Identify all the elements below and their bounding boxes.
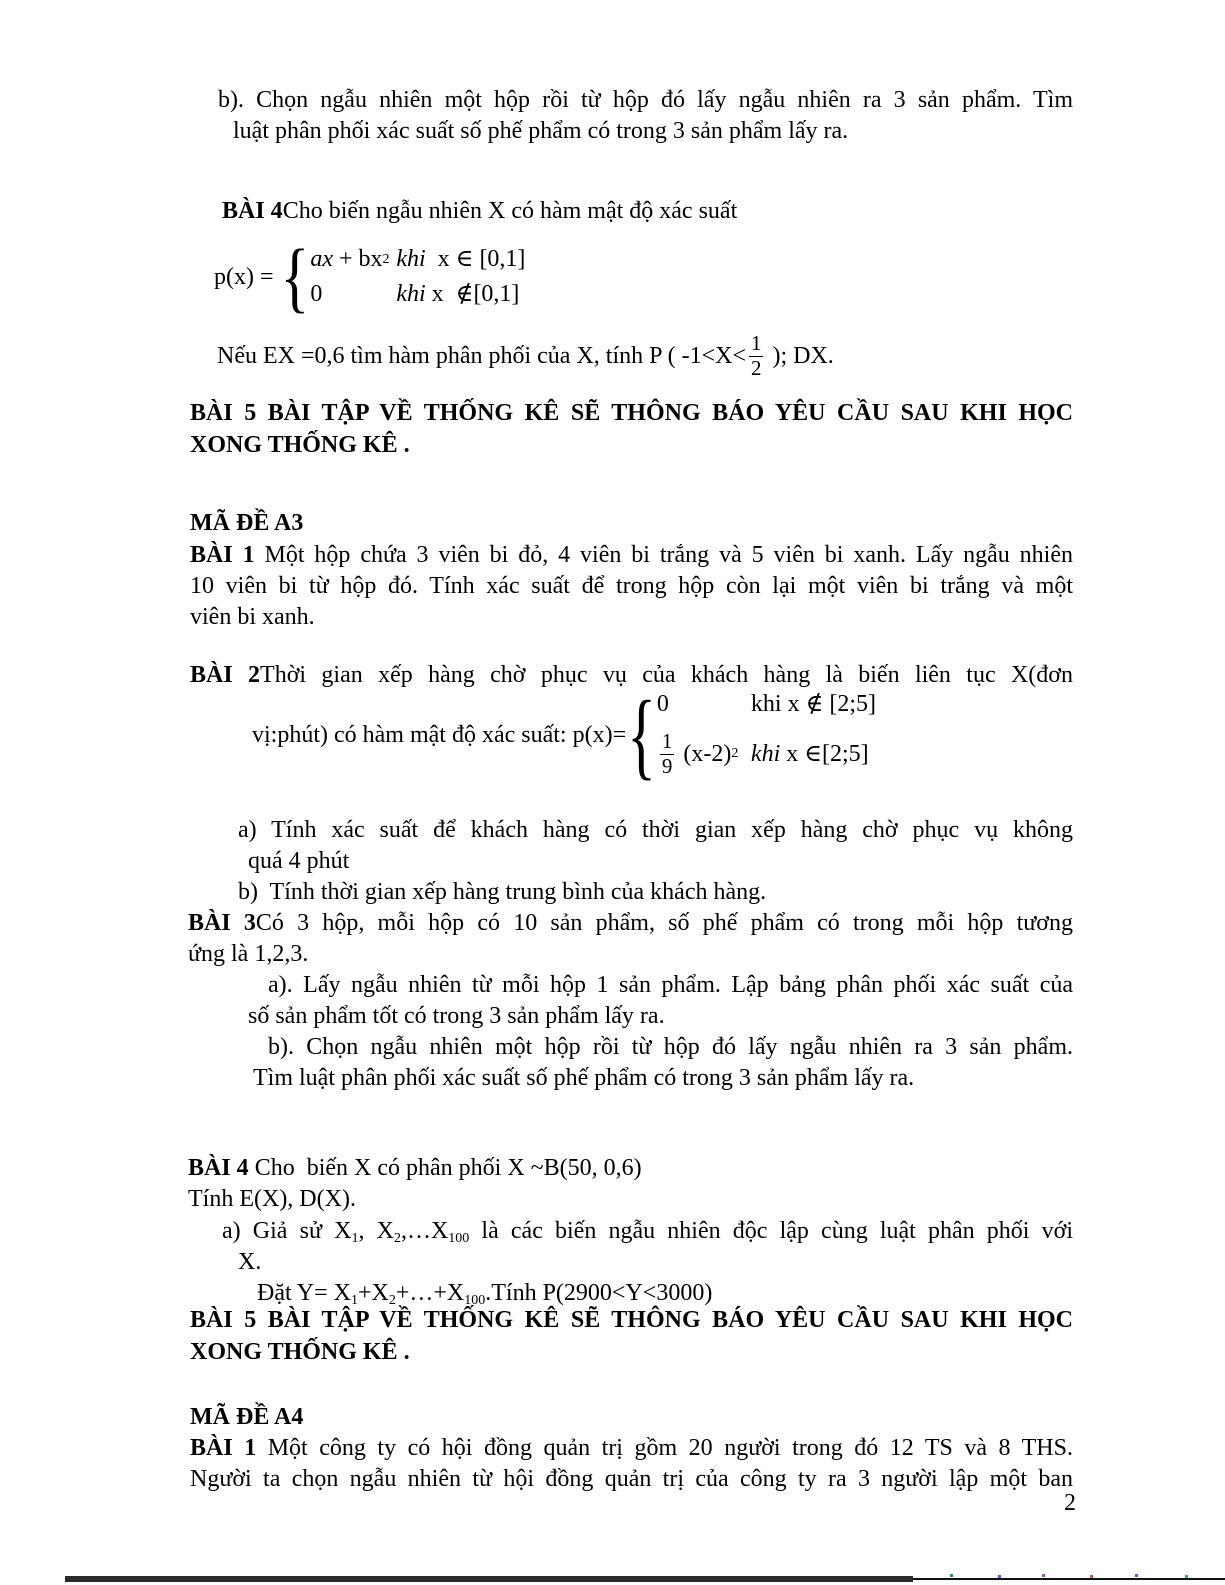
scan-noise-speck	[1090, 1575, 1093, 1578]
bai4-label: BÀI 4	[222, 198, 283, 224]
fraction-one-half: $\frac{1}{2}$	[750, 331, 762, 380]
formula2-row2: $\frac{1}{9}$ (x-2) 2 khi x ∈[2;5]	[661, 729, 869, 778]
heading-bai4-a2	[222, 196, 737, 227]
formula1-row1: ax + bx 2 khi x ∈ [0,1]	[310, 246, 526, 272]
a3-bai4-line2: Tính E(X), D(X).	[188, 1186, 356, 1212]
a3-bai4-item-a-line2: X.	[238, 1249, 262, 1275]
scan-noise-speck	[1042, 1574, 1045, 1577]
a3-bai1-line2: 10 viên bi từ hộp đó. Tính xác suất để trong hộp còn lại một viên bi trắng và một	[190, 573, 1073, 599]
scan-noise-speck	[1185, 1575, 1188, 1578]
a3-bai4-item-a: a) Giả sử $X_1$, $X_2,\dots X_{100}$ là các biến ngẫu nhiên độc lập cùng luật phân phối với	[222, 1218, 1073, 1246]
a3-bai2-item-b: b) Tính thời gian xếp hàng trung bình của khách hàng.	[238, 879, 767, 905]
a3-bai3-item-b-line1: b). Chọn ngẫu nhiên một hộp rồi từ hộp đó lấy ngẫu nhiên ra 3 sản phẩm.	[268, 1034, 1073, 1060]
scan-noise-speck	[950, 1574, 953, 1577]
bai4-intro: Cho biến ngẫu nhiên X có hàm mật độ xác suất	[282, 198, 738, 224]
a3-bai1-line1: BÀI 1 Một hộp chứa 3 viên bi đỏ, 4 viên bi trắng và 5 viên bi xanh. Lấy ngẫu nhiên	[190, 542, 1073, 568]
a3-bai3-item-a-line2: số sản phẩm tốt có trong 3 sản phẩm lấy ra.	[248, 1003, 665, 1029]
a3-bai2-line1: BÀI 2Thời gian xếp hàng chờ phục vụ của khách hàng là biến liên tục X(đơn	[190, 662, 1073, 688]
a3-bai2-label: BÀI 2	[190, 662, 261, 688]
heading-ma-de-a4: MÃ ĐỀ A4	[190, 1404, 304, 1430]
a3-bai4-dat-line: Đặt $Y= X_1+X_2+\dots+X_{100}.Tính$ P(2900<Y<3000)	[257, 1280, 713, 1308]
a3-bai3-line1: BÀI 3Có 3 hộp, mỗi hộp có 10 sản phẩm, số phế phẩm có trong mỗi hộp tương	[188, 910, 1073, 936]
formula2-cases	[657, 685, 876, 785]
scan-artifact-bar	[65, 1576, 913, 1582]
formula2-pre: vị:phút) có hàm mật độ xác suất: p(x)=	[252, 721, 627, 748]
scan-noise-speck	[998, 1575, 1001, 1578]
a4-bai1-line2: Người ta chọn ngẫu nhiên từ hội đồng quản trị của công ty ra 3 người lập một ban	[190, 1466, 1073, 1492]
left-brace-icon: {	[280, 234, 310, 320]
heading-bai5-a2-line2: XONG THỐNG KÊ .	[190, 432, 410, 458]
scan-noise-speck	[1135, 1574, 1138, 1577]
formula1-cases	[310, 242, 525, 312]
a3-bai3-item-b-line2: Tìm luật phân phối xác suất số phế phẩm có trong 3 sản phẩm lấy ra.	[253, 1065, 915, 1091]
a4-bai1-label: BÀI 1	[190, 1435, 257, 1461]
item-b-continuation-line2: luật phân phối xác suất số phế phẩm có trong 3 sản phẩm lấy ra.	[233, 118, 849, 144]
a3-bai3-item-a-line1: a). Lấy ngẫu nhiên từ mỗi hộp 1 sản phẩm. Lập bảng phân phối xác suất của	[268, 972, 1073, 998]
a3-bai4-label: BÀI 4	[188, 1155, 249, 1181]
heading-bai5-a2-line1: BÀI 5 BÀI TẬP VỀ THỐNG KÊ SẼ THÔNG BÁO YÊU CẦU SAU KHI HỌC	[190, 400, 1073, 426]
page-number: 2	[1064, 1490, 1076, 1516]
a3-bai1-line3: viên bi xanh.	[190, 604, 315, 630]
a4-bai1-line1: BÀI 1 Một công ty có hội đồng quản trị gồm 20 người trong đó 12 TS và 8 THS.	[190, 1435, 1073, 1461]
a3-bai1-label: BÀI 1	[190, 542, 255, 568]
fraction-one-ninth: $\frac{1}{9}$	[661, 729, 673, 778]
a3-bai3-line2: ứng là 1,2,3.	[188, 941, 309, 967]
a3-bai4-line1: BÀI 4 Cho biến X có phân phối X ~B(50, 0,6)	[188, 1155, 642, 1181]
a3-bai2-item-a-line2: quá 4 phút	[248, 848, 350, 874]
heading-bai5-a3-line2: XONG THỐNG KÊ .	[190, 1339, 410, 1365]
formula1-lhs: p(x) =	[214, 263, 280, 290]
scan-artifact-line	[913, 1578, 1225, 1580]
a3-bai2-formula-line	[252, 681, 877, 789]
left-brace-icon: {	[627, 681, 656, 789]
formula-density-1	[214, 236, 525, 318]
heading-bai5-a3-line1: BÀI 5 BÀI TẬP VỀ THỐNG KÊ SẼ THÔNG BÁO YÊU CẦU SAU KHI HỌC	[190, 1307, 1073, 1333]
heading-ma-de-a3: MÃ ĐỀ A3	[190, 510, 304, 536]
item-b-continuation-line1: b). Chọn ngẫu nhiên một hộp rồi từ hộp đó lấy ngẫu nhiên ra 3 sản phẩm. Tìm	[218, 87, 1073, 113]
bai4-note: Nếu EX =0,6 tìm hàm phân phối của X, tính P ( -1<X< $\frac{1}{2}$ ); DX.	[217, 331, 834, 380]
a3-bai3-label: BÀI 3	[188, 910, 256, 936]
formula2-row1: 0 khi x ∉ [2;5]	[656, 690, 877, 717]
formula1-row2: 0 khi x ∉[0,1]	[310, 281, 520, 307]
a3-bai2-item-a-line1: a) Tính xác suất để khách hàng có thời gian xếp hàng chờ phục vụ không	[238, 817, 1073, 843]
